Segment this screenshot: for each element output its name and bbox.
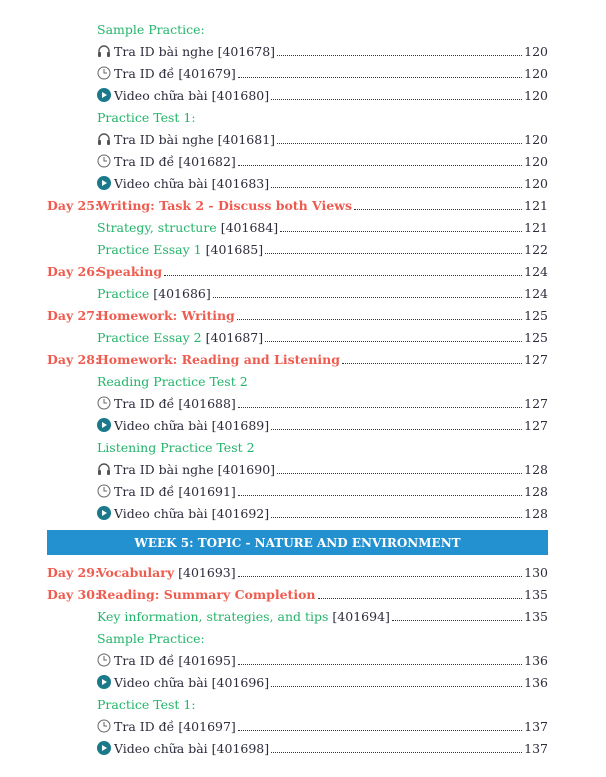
clock-icon (97, 66, 111, 80)
page-number: 137 (524, 740, 548, 756)
entry-title: Tra ID đề [401688] (114, 395, 236, 411)
toc-section-heading (97, 627, 548, 649)
dot-leader (265, 253, 522, 254)
dot-leader (318, 598, 523, 599)
page-number: 120 (524, 65, 548, 81)
headphones-icon (97, 462, 111, 476)
dot-leader (271, 752, 522, 753)
section-heading: Practice Test 1: (97, 109, 196, 125)
toc-day-entry[interactable] (47, 348, 548, 370)
page-number: 135 (524, 608, 548, 624)
day-title: Homework: Writing (97, 307, 235, 323)
toc-day-entry[interactable] (47, 561, 548, 583)
dot-leader (213, 297, 522, 298)
section-heading: Practice Test 1: (97, 696, 196, 712)
clock-icon (97, 154, 111, 168)
entry-title: Tra ID bài nghe [401678] (114, 43, 276, 59)
dot-leader (277, 143, 522, 144)
page-number: 121 (524, 219, 548, 235)
entry-title: Practice (97, 285, 150, 301)
play-icon (97, 675, 111, 689)
entry-title: Video chữa bài [401692] (114, 505, 270, 521)
toc-entry[interactable] (97, 172, 548, 194)
page-number: 136 (524, 652, 548, 668)
entry-id: [401685] (205, 241, 264, 257)
entry-title: Video chữa bài [401689] (114, 417, 270, 433)
day-title: Speaking (97, 263, 163, 279)
dot-leader (237, 319, 522, 320)
page-number: 136 (524, 674, 548, 690)
toc-entry[interactable] (97, 414, 548, 436)
toc-entry[interactable] (97, 150, 548, 172)
toc-entry[interactable] (97, 737, 548, 759)
toc-entry[interactable] (97, 84, 548, 106)
section-heading: Sample Practice: (97, 21, 205, 37)
entry-id: [401684] (220, 219, 279, 235)
page-number: 120 (524, 87, 548, 103)
day-label: Day 25: (47, 197, 100, 213)
toc-entry[interactable] (97, 62, 548, 84)
clock-icon (97, 719, 111, 733)
page-number: 125 (524, 329, 548, 345)
dot-leader (271, 99, 522, 100)
page-number: 135 (524, 586, 548, 602)
headphones-icon (97, 44, 111, 58)
entry-title: Tra ID đề [401682] (114, 153, 236, 169)
toc-day-entry[interactable] (47, 260, 548, 282)
dot-leader (280, 231, 522, 232)
toc-entry[interactable] (97, 715, 548, 737)
entry-title: Video chữa bài [401698] (114, 740, 270, 756)
page-number: 120 (524, 175, 548, 191)
dot-leader (277, 55, 522, 56)
play-icon (97, 176, 111, 190)
day-label: Day 26: (47, 263, 100, 279)
toc-entry[interactable] (97, 128, 548, 150)
dot-leader (238, 730, 522, 731)
entry-title: Tra ID bài nghe [401690] (114, 461, 276, 477)
page-number: 127 (524, 351, 548, 367)
entry-id: [401686] (153, 285, 211, 301)
dot-leader (238, 576, 523, 577)
dot-leader (238, 165, 522, 166)
page-number: 130 (524, 564, 548, 580)
table-of-contents (47, 18, 548, 759)
page-number: 128 (524, 483, 548, 499)
toc-entry[interactable] (97, 671, 548, 693)
page-number: 120 (524, 43, 548, 59)
toc-entry[interactable] (97, 392, 548, 414)
toc-entry[interactable] (97, 216, 548, 238)
section-heading: Reading Practice Test 2 (97, 373, 248, 389)
dot-leader (277, 473, 522, 474)
page-number: 124 (524, 285, 548, 301)
play-icon (97, 88, 111, 102)
page-number: 128 (524, 461, 548, 477)
dot-leader (164, 275, 522, 276)
entry-title: Video chữa bài [401696] (114, 674, 270, 690)
entry-title: Key information, strategies, and tips (97, 608, 329, 624)
toc-entry[interactable] (97, 480, 548, 502)
toc-entry[interactable] (97, 282, 548, 304)
entry-id: [401694] (332, 608, 390, 624)
clock-icon (97, 396, 111, 410)
entry-title: Video chữa bài [401683] (114, 175, 270, 191)
day-label: Day 29: (47, 564, 100, 580)
toc-section-heading (97, 18, 548, 40)
section-heading: Listening Practice Test 2 (97, 439, 255, 455)
day-title: Reading: Summary Completion (97, 586, 316, 602)
toc-entry[interactable] (97, 605, 548, 627)
clock-icon (97, 484, 111, 498)
dot-leader (271, 686, 522, 687)
day-label: Day 28: (47, 351, 100, 367)
play-icon (97, 418, 111, 432)
play-icon (97, 506, 111, 520)
entry-title: Practice Essay 2 (97, 329, 202, 345)
toc-day-entry[interactable] (47, 194, 548, 216)
entry-id: [401693] (178, 564, 236, 580)
toc-day-entry[interactable] (47, 304, 548, 326)
week-banner: WEEK 5: TOPIC - NATURE AND ENVIRONMENT (47, 530, 548, 555)
toc-entry[interactable] (97, 502, 548, 524)
dot-leader (271, 429, 522, 430)
day-title: Vocabulary (97, 564, 175, 580)
entry-title: Practice Essay 1 (97, 241, 202, 257)
toc-day-entry[interactable] (47, 583, 548, 605)
toc-entry[interactable] (97, 458, 548, 480)
dot-leader (354, 209, 522, 210)
page-number: 127 (524, 395, 548, 411)
entry-title: Video chữa bài [401680] (114, 87, 270, 103)
page-number: 122 (524, 241, 548, 257)
page-number: 120 (524, 131, 548, 147)
headphones-icon (97, 132, 111, 146)
dot-leader (392, 620, 522, 621)
toc-entry[interactable] (97, 326, 548, 348)
entry-title: Tra ID bài nghe [401681] (114, 131, 276, 147)
day-label: Day 30: (47, 586, 100, 602)
section-heading: Sample Practice: (97, 630, 205, 646)
day-label: Day 27: (47, 307, 100, 323)
dot-leader (271, 187, 522, 188)
entry-title: Strategy, structure (97, 219, 217, 235)
dot-leader (238, 495, 522, 496)
page-number: 124 (524, 263, 548, 279)
dot-leader (265, 341, 522, 342)
toc-entry[interactable] (97, 649, 548, 671)
page-number: 137 (524, 718, 548, 734)
toc-section-heading (97, 693, 548, 715)
page-number: 127 (524, 417, 548, 433)
page-number: 128 (524, 505, 548, 521)
day-title: Writing: Task 2 - Discuss both Views (97, 197, 352, 213)
entry-title: Tra ID đề [401691] (114, 483, 236, 499)
page-number: 120 (524, 153, 548, 169)
play-icon (97, 741, 111, 755)
entry-id: [401687] (205, 329, 264, 345)
toc-entry[interactable] (97, 238, 548, 260)
entry-title: Tra ID đề [401695] (114, 652, 236, 668)
entry-title: Tra ID đề [401697] (114, 718, 236, 734)
entry-title: Tra ID đề [401679] (114, 65, 236, 81)
toc-entry[interactable] (97, 40, 548, 62)
dot-leader (238, 407, 522, 408)
page-number: 121 (524, 197, 548, 213)
day-title: Homework: Reading and Listening (97, 351, 340, 367)
dot-leader (238, 664, 522, 665)
toc-section-heading (97, 436, 548, 458)
toc-section-heading (97, 370, 548, 392)
page-number: 125 (524, 307, 548, 323)
dot-leader (238, 77, 522, 78)
toc-section-heading (97, 106, 548, 128)
clock-icon (97, 653, 111, 667)
dot-leader (342, 363, 522, 364)
dot-leader (271, 517, 522, 518)
